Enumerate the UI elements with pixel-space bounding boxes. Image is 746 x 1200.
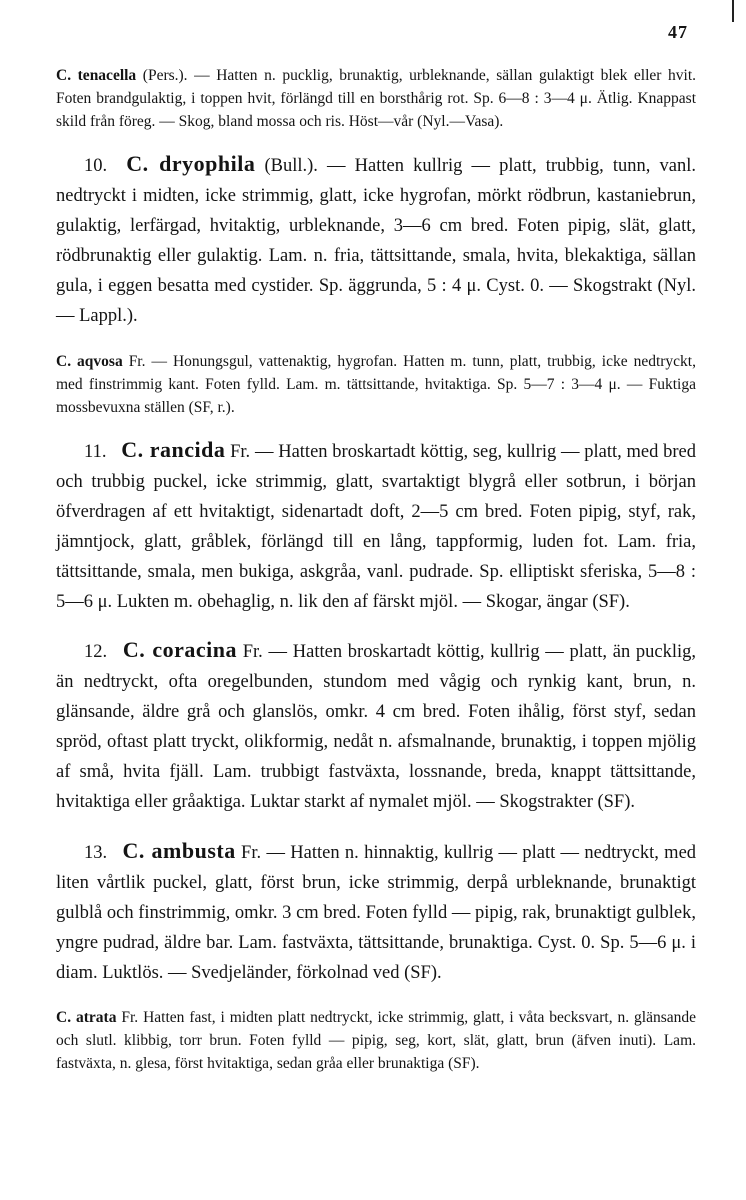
species-authority: Fr. bbox=[230, 441, 251, 462]
species-authority: Fr. bbox=[241, 842, 262, 863]
species-number: 13. bbox=[84, 842, 108, 863]
species-authority: (Pers.). bbox=[142, 67, 188, 84]
species-name: C. rancida bbox=[121, 436, 226, 462]
species-description: — Hatten broskartadt köttig, seg, kullrig — platt, med bred och trubbig puckel, icke strimmig, glatt, svartaktigt blygrå eller sotbrun, i början öfverdragen af ett hvitaktigt, sidenartadt doft, 2—5 cm bred. Foten pipig, styf, rak, jämntjock, glatt, gråblek, förlängd till en lång, tappformig, luden fot. Lam. fria, tättsittande, smala, men bukiga, askgråa, vanl. pudrade. Sp. elliptiskt sferiska, 5—8 : 5—6 μ. Lukten m. obehaglig, n. lik den af färskt mjöl. — Skogar, ängar (SF). bbox=[56, 441, 696, 612]
species-name: C. tenacella bbox=[56, 67, 137, 84]
species-name: C. coracina bbox=[122, 637, 237, 662]
species-description: — Hatten n. pucklig, brunaktig, urbleknande, sällan gulaktigt blek eller hvit. Foten brandgulaktig, i toppen hvit, förlängd till en borsthårig rot. Sp. 6—8 : 3—4 μ. Ätlig. Knappast skild från föreg. — Skog, bland mossa och ris. Höst—vår (Nyl.—Vasa). bbox=[56, 67, 697, 130]
species-number: 10. bbox=[84, 156, 108, 176]
species-description: — Hatten broskartadt köttig, kullrig — platt, än pucklig, än nedtryckt, ofta oregelbunden, stundom med vågig och rynkig kant, brun, n. glänsande, äldre grå och glanslös, omkr. 4 cm bred. Foten ihålig, först styf, sedan spröd, oftast platt tryckt, olikformig, nedåt n. afsmalnande, brunaktig, i toppen mjölig af små, hvita fjäll. Lam. trubbigt fastväxta, lossnande, breda, knappt tättsittande, hvitaktiga eller gråaktiga. Luktar starkt af nymalet mjöl. — Skogstrakter (SF). bbox=[56, 642, 697, 812]
species-entry-tenacella bbox=[56, 64, 696, 133]
species-authority: Fr. bbox=[121, 1009, 139, 1026]
species-entry-coracina bbox=[56, 635, 696, 817]
species-description: — Hatten n. hinnaktig, kullrig — platt — nedtryckt, med liten vårtlik puckel, glatt, först brun, icke strimmig, derpå urbleknande, brunaktigt gulblå och finstrimmig, omkr. 3 cm bred. Foten fylld — pipig, rak, brunaktigt gulblek, yngre pudrad, äldre bar. Lam. fastväxta, tättsittande, brunaktiga. Cyst. 0. Sp. 5—6 μ. i diam. Luktlös. — Svedjeländer, förkolnad ved (SF). bbox=[56, 842, 697, 983]
species-entry-rancida bbox=[56, 435, 696, 617]
species-name: C. dryophila bbox=[126, 151, 256, 176]
page-body bbox=[56, 64, 696, 1083]
species-description: — Hatten kullrig — platt, trubbig, tunn, vanl. nedtryckt i midten, icke strimmig, glatt, icke hygrofan, mörkt rödbrun, kastaniebrun, gulaktig, lerfärgad, hvitaktig, urbleknande, 3—6 cm bred. Foten pipig, slät, glatt, rödbrunaktig eller gulaktig. Lam. n. fria, tättsittande, smala, hvita, blekaktiga, sällan gula, i eggen besatta med cystider. Sp. äggrunda, 5 : 4 μ. Cyst. 0. — Skogstrakt (Nyl.— Lappl.). bbox=[56, 156, 697, 326]
page-number: 47 bbox=[668, 22, 688, 42]
species-description: — Honungsgul, vattenaktig, hygrofan. Hatten m. tunn, platt, trubbig, icke nedtryckt, med finstrimmig kant. Foten fylld. Lam. m. tättsittande, hvitaktiga. Sp. 5—7 : 3—4 μ. — Fuktiga mossbevuxna ställen (SF, r.). bbox=[56, 352, 696, 416]
species-name: C. atrata bbox=[56, 1009, 117, 1026]
species-name: C. aqvosa bbox=[56, 352, 123, 370]
species-name: C. ambusta bbox=[122, 837, 236, 863]
species-authority: Fr. bbox=[128, 352, 146, 370]
species-description: Hatten fast, i midten platt nedtryckt, icke strimmig, glatt, i våta becksvart, n. glänsande och slutl. klibbig, torr brun. Foten fylld — pipig, seg, kort, slät, glatt, brun (äfven inuti). Lam. fastväxta, n. glesa, först hvitaktiga, sedan gråa eller brunaktiga (SF). bbox=[56, 1009, 697, 1072]
species-number: 12. bbox=[84, 642, 108, 662]
species-entry-aqvosa bbox=[56, 350, 696, 419]
species-authority: (Bull.). bbox=[264, 156, 318, 176]
species-entry-dryophila bbox=[56, 149, 696, 331]
species-entry-atrata bbox=[56, 1006, 696, 1075]
species-entry-ambusta bbox=[56, 836, 696, 988]
species-authority: Fr. bbox=[242, 642, 263, 662]
species-number: 11. bbox=[84, 441, 107, 462]
page-edge-mark bbox=[732, 0, 734, 22]
